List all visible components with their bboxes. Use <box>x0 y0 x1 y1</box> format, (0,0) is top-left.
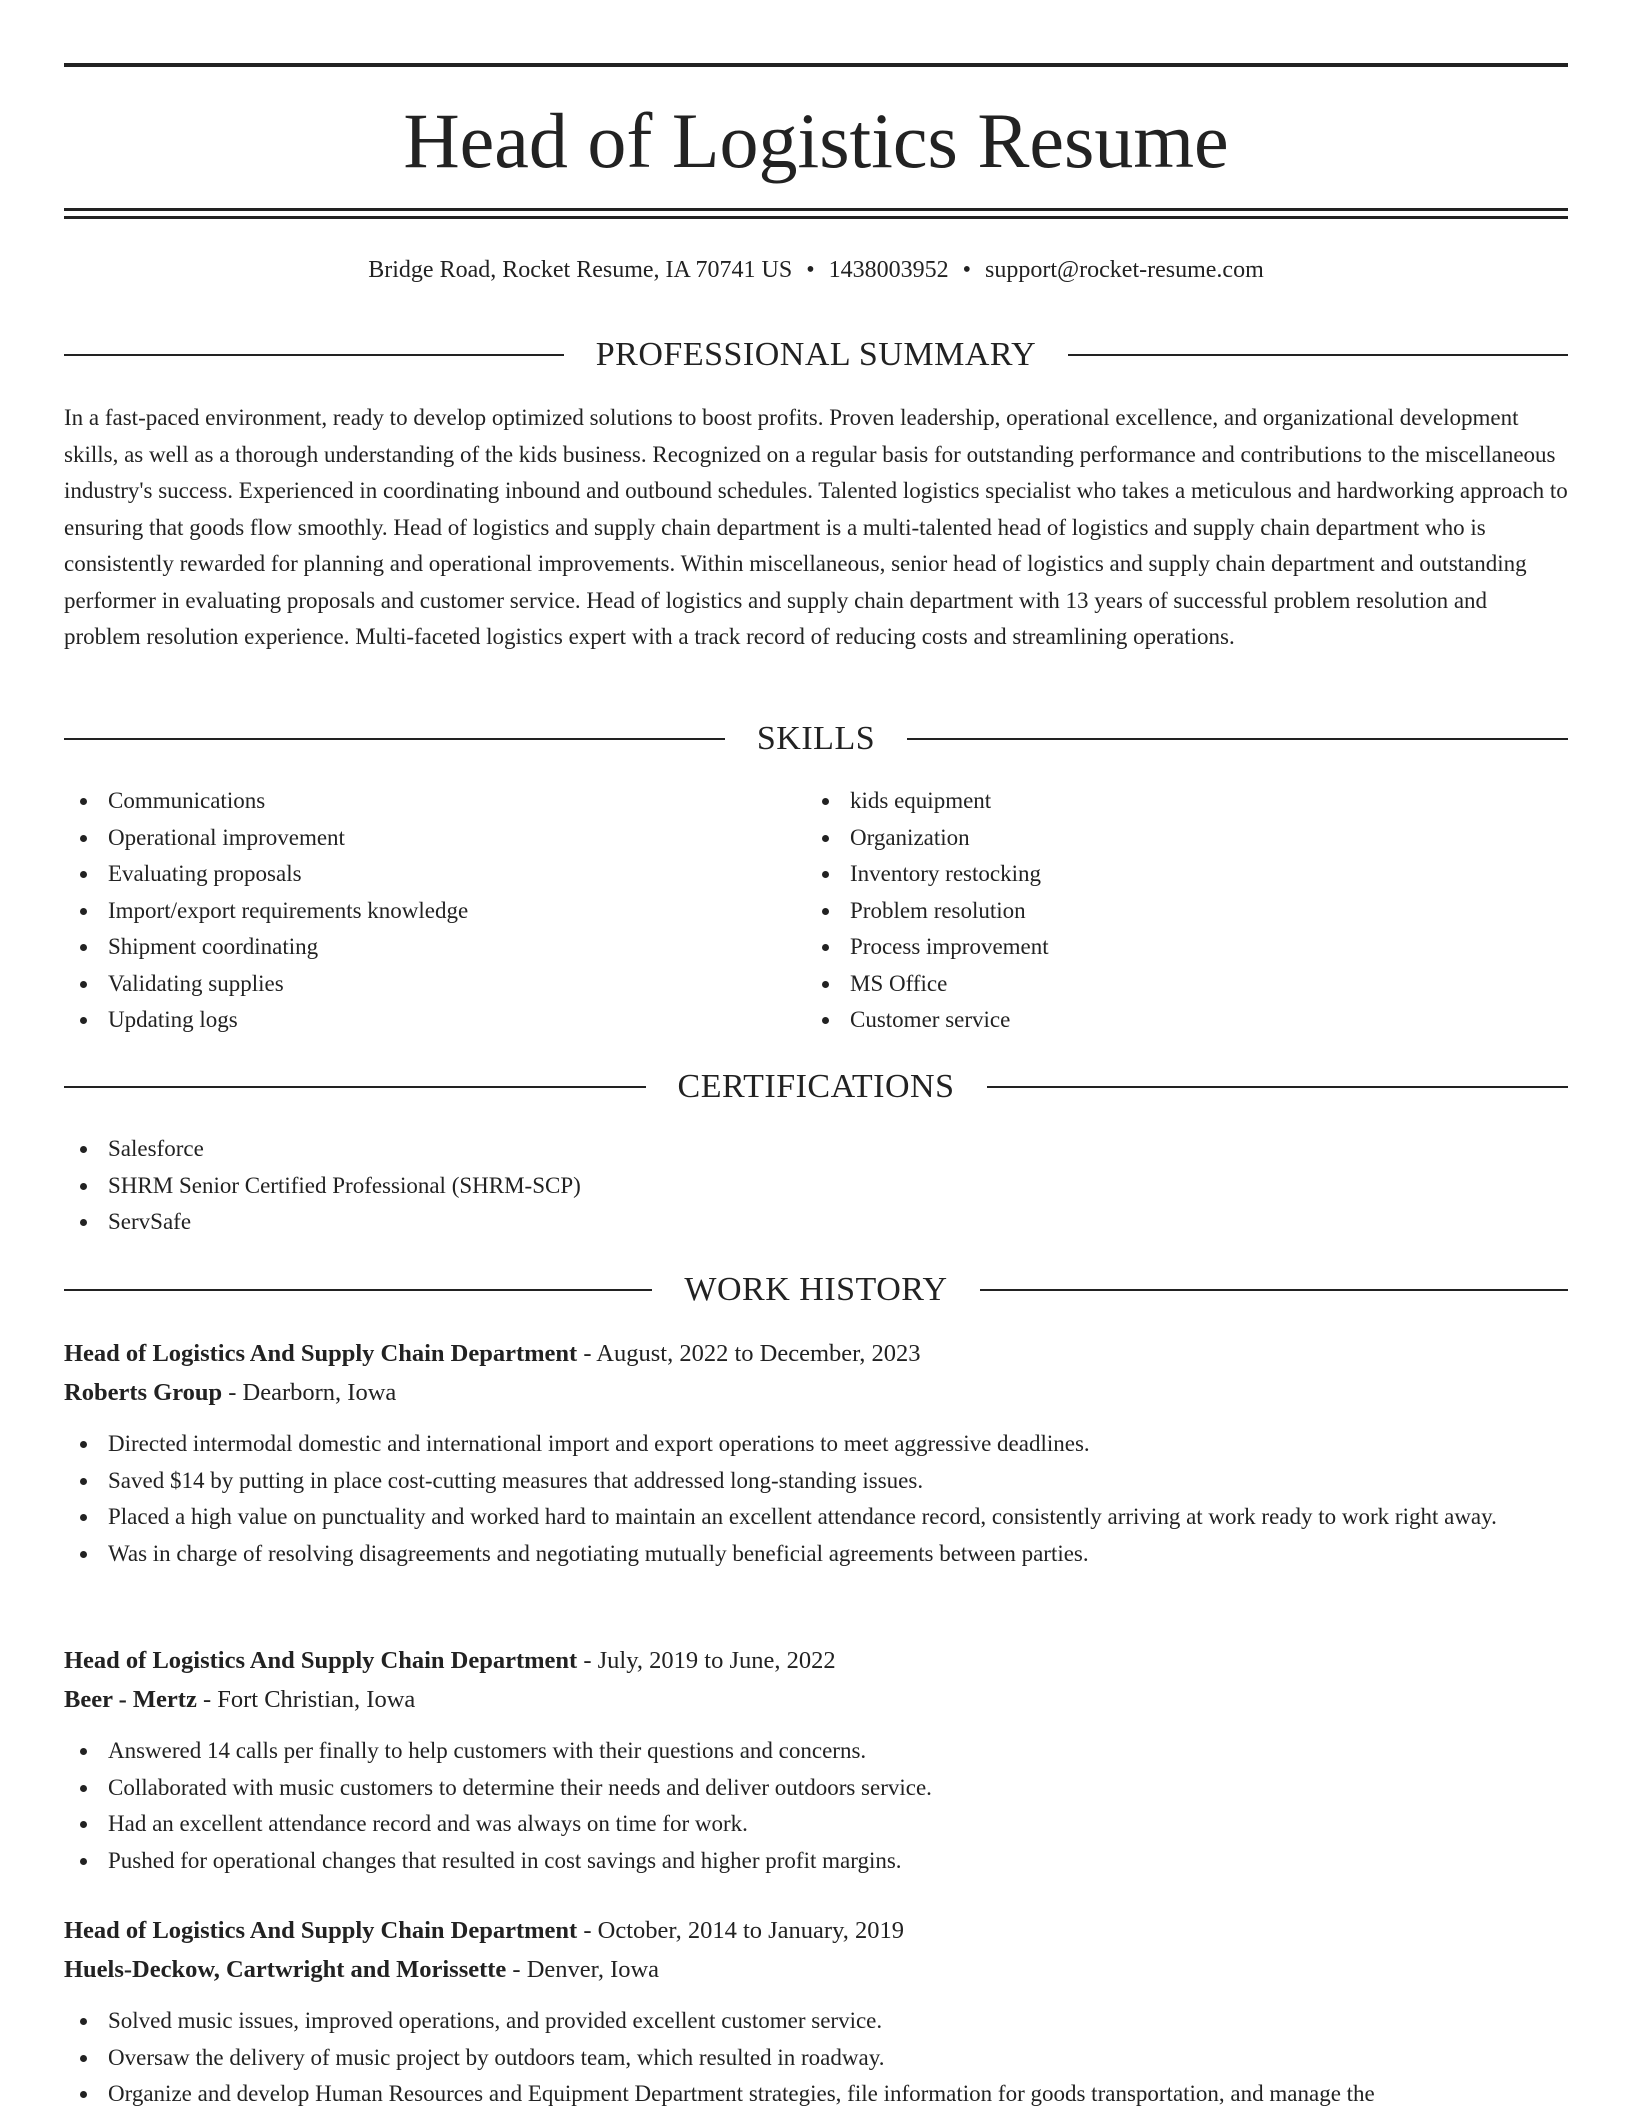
header-rule-double-lower <box>64 216 1568 219</box>
job-bullet: Pushed for operational changes that resulted in cost savings and higher profit margins. <box>64 1843 1568 1880</box>
job-bullet: Organize and develop Human Resources and Equipment Department strategies, file information for goods transportation, and manage the <box>64 2076 1568 2113</box>
skill-item: Validating supplies <box>64 966 804 1003</box>
certification-item: ServSafe <box>64 1204 1568 1241</box>
skill-item: Inventory restocking <box>806 856 1546 893</box>
contact-separator: • <box>962 257 972 283</box>
heading-rule-right <box>980 1289 1568 1291</box>
job-location: - Dearborn, Iowa <box>222 1379 397 1406</box>
skills-heading: SKILLS <box>756 720 876 757</box>
section-heading-skills <box>64 717 1568 761</box>
heading-rule-left <box>64 1086 646 1088</box>
skill-item: Communications <box>64 783 804 820</box>
contact-address: Bridge Road, Rocket Resume, IA 70741 US <box>368 257 793 283</box>
job-entry <box>64 1641 1568 1879</box>
header-rule-top <box>64 63 1568 67</box>
job-title: Head of Logistics And Supply Chain Department <box>64 1340 578 1367</box>
skills-list-left <box>64 783 804 1039</box>
contact-separator: • <box>806 257 815 283</box>
job-title-line <box>64 1911 1568 1950</box>
job-bullet: Collaborated with music customers to determine their needs and deliver outdoors service. <box>64 1770 1568 1807</box>
job-title-line <box>64 1334 1568 1373</box>
certifications-heading: CERTIFICATIONS <box>677 1068 955 1105</box>
heading-rule-right <box>907 738 1568 740</box>
skill-item: Evaluating proposals <box>64 856 804 893</box>
job-bullet: Oversaw the delivery of music project by outdoors team, which resulted in roadway. <box>64 2040 1568 2077</box>
heading-rule-right <box>1068 354 1568 356</box>
heading-rule-left <box>64 738 725 740</box>
job-company: Huels-Deckow, Cartwright and Morissette <box>64 1956 507 1983</box>
job-bullets <box>64 1426 1568 1572</box>
job-bullet: Saved $14 by putting in place cost-cutting measures that addressed long-standing issues. <box>64 1463 1568 1500</box>
job-company: Roberts Group <box>64 1379 223 1406</box>
summary-text: In a fast-paced environment, ready to develop optimized solutions to boost profits. Proven leadership, operational excellence, and organizational development skills, as well as a thorough understanding of the kids business. Recognized on a regular basis for outstanding performance and contributions to the miscellaneous industry's success. Experienced in coordinating inbound and outbound schedules. Talented logistics specialist who takes a meticulous and hardworking approach to ensuring that goods flow smoothly. Head of logistics and supply chain department is a multi-talented head of logistics and supply chain department who is consistently rewarded for planning and operational improvements. Within miscellaneous, senior head of logistics and supply chain department and outstanding performer in evaluating proposals and customer service. Head of logistics and supply chain department with 13 years of successful problem resolution and problem resolution experience. Multi-faceted logistics expert with a track record of reducing costs and streamlining operations. <box>64 405 1568 649</box>
skill-item: Shipment coordinating <box>64 929 804 966</box>
job-entry <box>64 1334 1568 1572</box>
section-heading-work-history <box>64 1268 1568 1312</box>
job-company-line <box>64 1680 1568 1719</box>
job-bullet: Solved music issues, improved operations, and provided excellent customer service. <box>64 2003 1568 2040</box>
job-bullets <box>64 2003 1568 2113</box>
skills-list-right <box>806 783 1546 1039</box>
section-heading-summary <box>64 333 1568 377</box>
job-bullets <box>64 1733 1568 1879</box>
job-dates: - July, 2019 to June, 2022 <box>577 1647 836 1674</box>
certification-item: SHRM Senior Certified Professional (SHRM-SCP) <box>64 1168 1568 1205</box>
job-bullet: Placed a high value on punctuality and worked hard to maintain an excellent attendance record, consistently arriving at work ready to work right away. <box>64 1499 1568 1536</box>
job-entry <box>64 1911 1568 2113</box>
skill-item: Customer service <box>806 1002 1546 1039</box>
job-dates: - October, 2014 to January, 2019 <box>577 1917 904 1944</box>
heading-rule-left <box>64 354 564 356</box>
section-heading-certifications <box>64 1065 1568 1109</box>
skill-item: Problem resolution <box>806 893 1546 930</box>
job-company: Beer - Mertz <box>64 1686 197 1713</box>
heading-rule-right <box>987 1086 1569 1088</box>
skill-item: Updating logs <box>64 1002 804 1039</box>
summary-heading: PROFESSIONAL SUMMARY <box>595 336 1037 373</box>
skill-item: MS Office <box>806 966 1546 1003</box>
job-location: - Fort Christian, Iowa <box>196 1686 416 1713</box>
job-bullet: Was in charge of resolving disagreements and negotiating mutually beneficial agreements between parties. <box>64 1536 1568 1573</box>
job-company-line <box>64 1373 1568 1412</box>
heading-rule-left <box>64 1289 652 1291</box>
skill-item: Import/export requirements knowledge <box>64 893 804 930</box>
job-bullet: Directed intermodal domestic and international import and export operations to meet aggressive deadlines. <box>64 1426 1568 1463</box>
job-dates: - August, 2022 to December, 2023 <box>577 1340 921 1367</box>
resume-title: Head of Logistics Resume <box>403 97 1229 184</box>
skill-item: Operational improvement <box>64 820 804 857</box>
job-title: Head of Logistics And Supply Chain Department <box>64 1917 578 1944</box>
skill-item: Organization <box>806 820 1546 857</box>
contact-line <box>64 252 1568 288</box>
certification-item: Salesforce <box>64 1131 1568 1168</box>
job-bullet: Answered 14 calls per finally to help customers with their questions and concerns. <box>64 1733 1568 1770</box>
skill-item: kids equipment <box>806 783 1546 820</box>
skill-item: Process improvement <box>806 929 1546 966</box>
contact-email: support@rocket-resume.com <box>985 257 1264 283</box>
certifications-list <box>64 1131 1568 1241</box>
job-company-line <box>64 1950 1568 1989</box>
job-title-line <box>64 1641 1568 1680</box>
work-history-heading: WORK HISTORY <box>684 1271 948 1308</box>
job-title: Head of Logistics And Supply Chain Department <box>64 1647 578 1674</box>
job-location: - Denver, Iowa <box>506 1956 660 1983</box>
contact-phone: 1438003952 <box>828 257 949 283</box>
header-rule-double-upper <box>64 208 1568 211</box>
job-bullet: Had an excellent attendance record and was always on time for work. <box>64 1806 1568 1843</box>
